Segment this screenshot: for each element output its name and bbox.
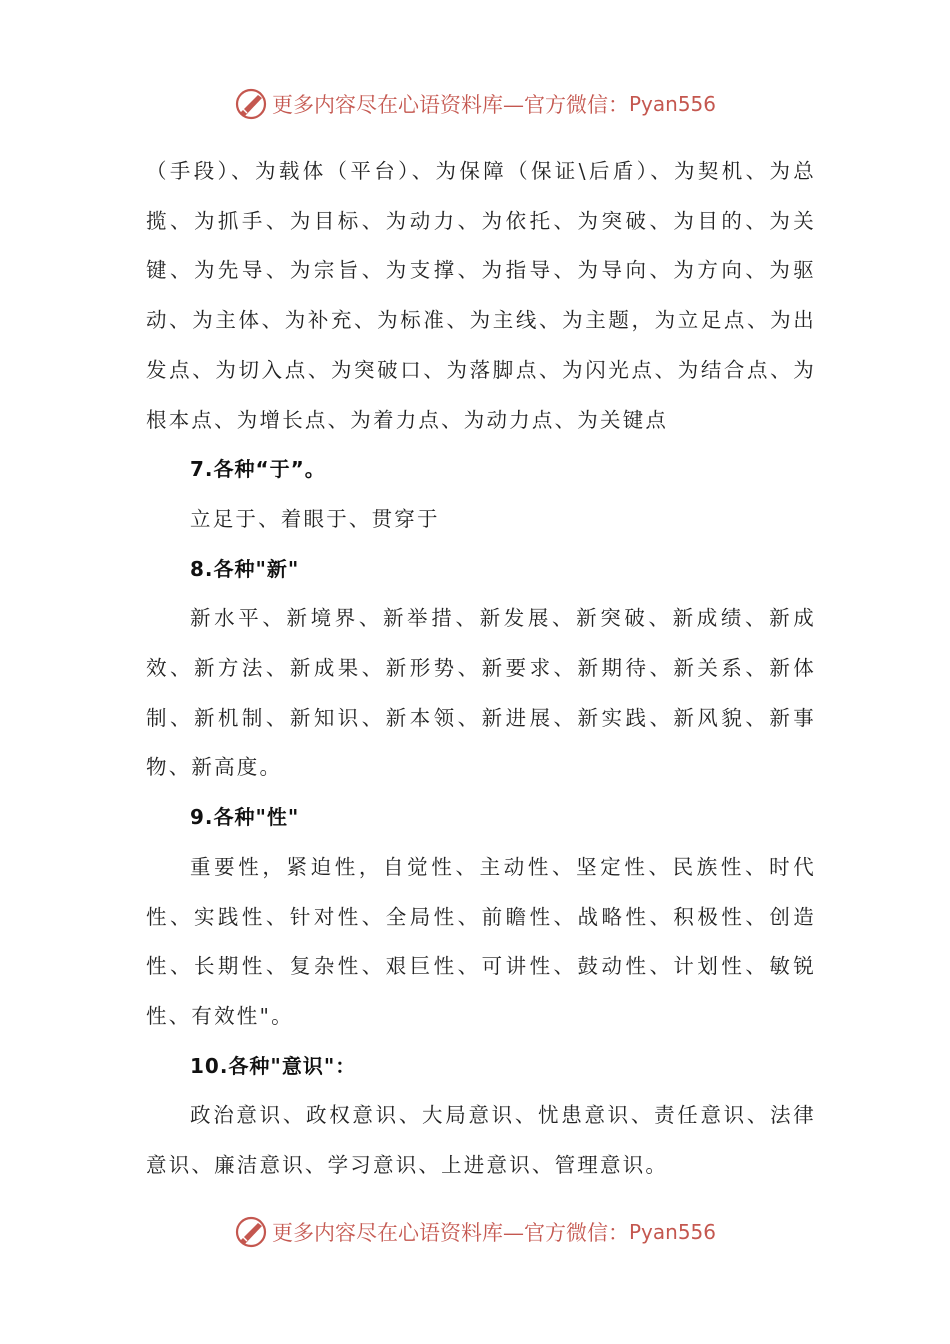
section-body: 新水平、新境界、新举措、新发展、新突破、新成绩、新成效、新方法、新成果、新形势、新要求、新期待、新关系、新体制、新机制、新知识、新本领、新进展、新实践、新风貌、新事物、新高度。 [146, 606, 816, 780]
banner-wechat-id: Pyan556 [628, 1220, 716, 1244]
banner-text: 更多内容尽在心语资料库—官方微信： [271, 1221, 629, 1245]
pen-logo-icon [234, 87, 268, 121]
banner-wechat-id: Pyan556 [628, 92, 716, 116]
footer-banner [0, 1212, 950, 1252]
section-heading: 7.各种“于”。 [190, 457, 326, 482]
section-body: 立足于、着眼于、贯穿于 [190, 506, 440, 531]
document-body [146, 147, 816, 1191]
pen-logo-icon [234, 1215, 268, 1249]
section-heading: 8.各种"新" [190, 556, 300, 581]
section-body: 重要性，紧迫性，自觉性、主动性、坚定性、民族性、时代性、实践性、针对性、全局性、前瞻性、战略性、积极性、创造性、长期性、复杂性、艰巨性、可讲性、鼓动性、计划性、敏锐性、有效性"。 [146, 854, 816, 1028]
section-body: 政治意识、政权意识、大局意识、忧患意识、责任意识、法律意识、廉洁意识、学习意识、上进意识、管理意识。 [146, 1103, 816, 1178]
section-heading: 9.各种"性" [190, 805, 300, 830]
section-heading: 10.各种"意识"： [190, 1053, 357, 1078]
banner-text: 更多内容尽在心语资料库—官方微信： [271, 93, 629, 117]
intro-paragraph: （手段）、为载体（平台）、为保障（保证\后盾）、为契机、为总揽、为抓手、为目标、为动力、为依托、为突破、为目的、为关键、为先导、为宗旨、为支撑、为指导、为导向、为方向、为驱动、为主体、为补充、为标准、为主线、为主题，为立足点、为出发点、为切入点、为突破口、为落脚点、为闪光点、为结合点、为根本点、为增长点、为着力点、为动力点、为关键点 [146, 159, 816, 432]
header-banner [0, 84, 950, 124]
